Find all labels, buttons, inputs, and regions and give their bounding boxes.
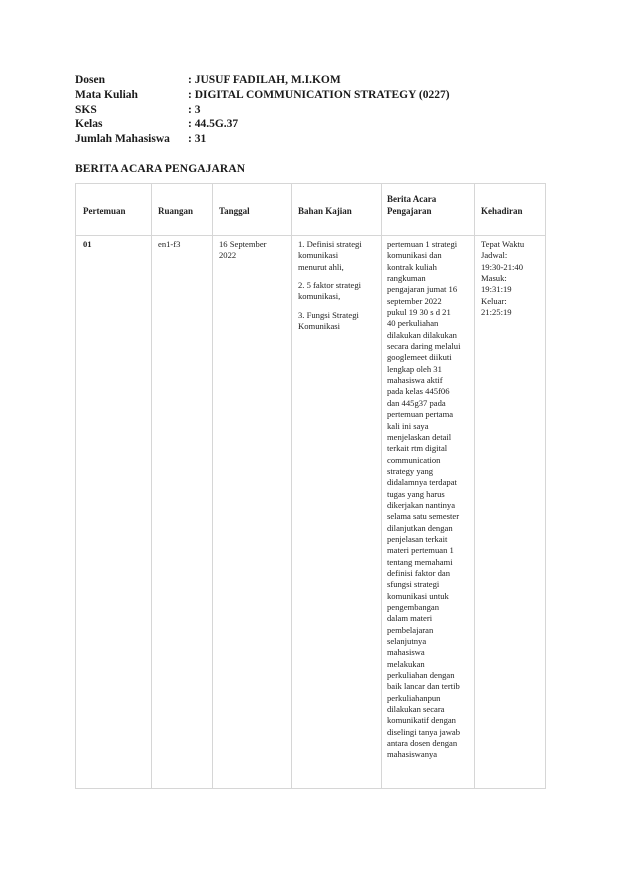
info-row-dosen: [75, 73, 450, 88]
cell-line: mahasiswa aktif: [387, 375, 443, 386]
cell-line: pengembangan: [387, 602, 440, 612]
cell-pertemuan: 01: [83, 239, 92, 249]
info-row-mata-kuliah: [75, 88, 450, 103]
cell-line: dilanjutkan dengan: [387, 522, 453, 533]
cell-line: terkait rtm digital: [387, 443, 448, 454]
cell-line: 19:30-21:40: [481, 261, 524, 272]
column-divider: [291, 184, 292, 788]
bahan-item: [298, 280, 378, 303]
cell-line: definisi faktor dan: [387, 567, 451, 578]
cell-line: komunikasi dan: [387, 250, 442, 261]
cell-line: rangkuman: [387, 273, 426, 284]
cell-berita-acara: [387, 239, 473, 761]
cell-line: Keluar:: [481, 295, 507, 306]
info-value: : 3: [188, 103, 201, 116]
cell-line: googlemeet diikuti: [387, 352, 452, 363]
info-label: SKS: [75, 103, 97, 116]
cell-line: selanjutnya: [387, 636, 427, 647]
cell-line: penjelasan terkait: [387, 533, 448, 544]
cell-ruangan: en1-f3: [158, 239, 181, 249]
cell-line: communication: [387, 454, 441, 465]
header-ruangan: Ruangan: [158, 206, 194, 216]
cell-line: sfungsi strategi: [387, 579, 440, 590]
column-divider: [381, 184, 382, 788]
cell-line: strategy yang: [387, 465, 434, 476]
cell-line: didalamnya terdapat: [387, 477, 457, 488]
column-divider: [474, 184, 475, 788]
cell-bahan-kajian: [298, 239, 378, 339]
column-divider: [212, 184, 213, 788]
info-label: Jumlah Mahasiswa: [75, 133, 170, 146]
cell-line: dilakukan dilakukan: [387, 329, 457, 340]
cell-line: kontrak kuliah: [387, 261, 437, 272]
info-value: : 44.5G.37: [188, 118, 239, 131]
cell-line: materi pertemuan 1: [387, 545, 454, 556]
cell-line: 40 perkuliahan: [387, 318, 439, 329]
cell-line: 16 September: [219, 239, 267, 249]
cell-line: komunikasi,: [298, 291, 341, 302]
bahan-item: [298, 239, 378, 273]
info-value: : JUSUF FADILAH, M.I.KOM: [188, 74, 341, 86]
cell-line: komunikatif dengan: [387, 715, 456, 726]
cell-line: tugas yang harus: [387, 488, 445, 499]
cell-kehadiran: [481, 239, 545, 318]
bahan-item: [298, 310, 378, 333]
cell-line: pada kelas 445f06: [387, 386, 450, 397]
cell-line: lengkap oleh 31: [387, 363, 442, 374]
cell-line: september 2022: [387, 295, 442, 306]
cell-line: kali ini saya: [387, 420, 429, 431]
header-kehadiran: Kehadiran: [481, 206, 523, 216]
cell-line: tentang memahami: [387, 556, 453, 567]
cell-line: antara dosen dengan: [387, 738, 458, 749]
cell-line: dilakukan secara: [387, 704, 445, 715]
cell-line: 2022: [219, 250, 237, 261]
cell-line: 1. Definisi strategi: [298, 239, 362, 249]
cell-line: mahasiswa: [387, 647, 425, 658]
info-label: Kelas: [75, 118, 103, 131]
header-tanggal: Tanggal: [219, 206, 250, 216]
cell-line: baik lancar dan tertib: [387, 681, 460, 692]
berita-acara-table: [75, 183, 546, 789]
cell-line: dikerjakan nantinya: [387, 499, 456, 510]
header-bahan-kajian: Bahan Kajian: [298, 206, 352, 216]
course-info: [75, 73, 450, 147]
info-row-kelas: [75, 117, 450, 132]
section-title: BERITA ACARA PENGAJARAN: [75, 163, 246, 175]
column-divider: [151, 184, 152, 788]
cell-line: 21:25:19: [481, 307, 512, 318]
cell-line: perkuliahan dengan: [387, 670, 455, 681]
cell-line: mahasiswanya: [387, 749, 438, 760]
cell-line: Masuk:: [481, 273, 507, 284]
cell-line: diselingi tanya jawab: [387, 726, 461, 737]
info-value: : DIGITAL COMMUNICATION STRATEGY (0227): [188, 88, 450, 101]
header-line: Pengajaran: [387, 206, 432, 216]
cell-line: pembelajaran: [387, 624, 434, 635]
cell-line: Komunikasi: [298, 321, 341, 332]
header-berita-acara: [387, 193, 436, 217]
info-value: : 31: [188, 133, 207, 146]
cell-line: perkuliahanpun: [387, 692, 441, 703]
cell-tanggal: [219, 239, 267, 262]
cell-line: 3. Fungsi Strategi: [298, 309, 359, 320]
cell-line: komunikasi untuk: [387, 590, 449, 601]
cell-line: pertemuan 1 strategi: [387, 239, 458, 249]
cell-line: dan 445g37 pada: [387, 397, 446, 408]
cell-line: Jadwal:: [481, 250, 508, 261]
cell-line: menjelaskan detail: [387, 431, 452, 442]
header-pertemuan: Pertemuan: [83, 206, 126, 216]
cell-line: melakukan: [387, 658, 425, 669]
cell-line: menurut ahli,: [298, 261, 344, 272]
cell-line: dalam materi: [387, 613, 433, 624]
info-row-jumlah-mahasiswa: [75, 132, 450, 147]
cell-line: Tepat Waktu: [481, 239, 525, 249]
info-row-sks: [75, 103, 450, 118]
info-label: Mata Kuliah: [75, 88, 138, 101]
cell-line: pertemuan pertama: [387, 409, 454, 420]
cell-line: komunikasi: [298, 250, 339, 261]
cell-line: secara daring melalui: [387, 341, 461, 352]
cell-line: pukul 19 30 s d 21: [387, 307, 451, 318]
info-label: Dosen: [75, 74, 106, 86]
cell-line: 2. 5 faktor strategi: [298, 280, 362, 291]
cell-line: selama satu semester: [387, 511, 460, 522]
cell-line: 19:31:19: [481, 284, 512, 295]
cell-line: pengajaran jumat 16: [387, 284, 458, 295]
header-line: Berita Acara: [387, 194, 437, 204]
